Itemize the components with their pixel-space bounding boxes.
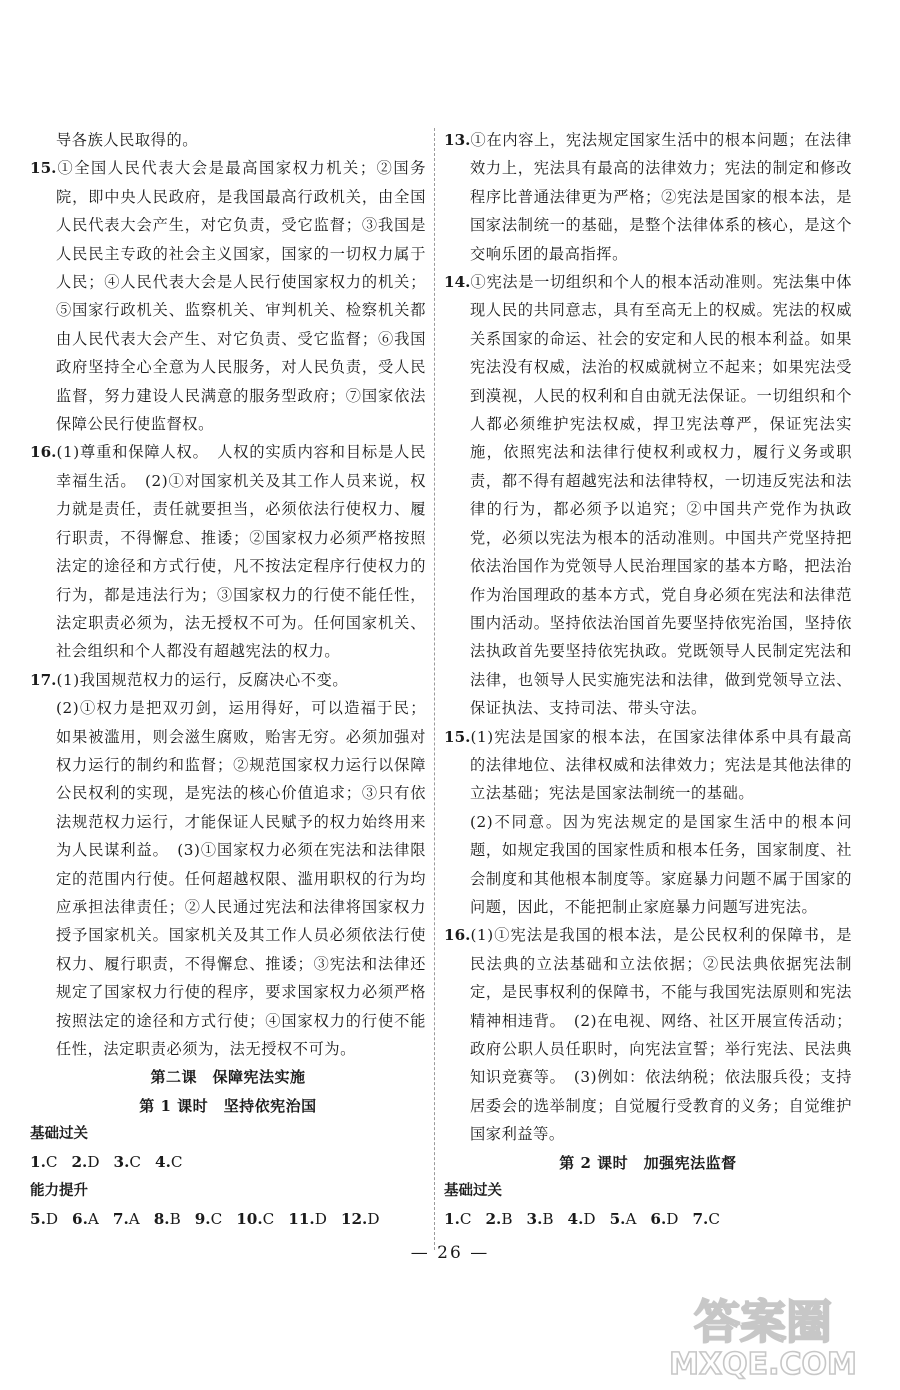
lesson-heading: 第 2 课时 加强宪法监督 — [559, 1153, 737, 1172]
item-number: 17. — [30, 670, 57, 689]
item-number: 13. — [444, 131, 471, 149]
choice-answer — [610, 1210, 637, 1228]
choice-letter: B — [169, 1209, 181, 1228]
item-number: 16. — [30, 443, 57, 462]
choice-answer — [30, 1153, 57, 1171]
item-number: 15. — [30, 159, 57, 178]
item-text: ①宪法是一切组织和个人的根本活动准则。宪法集中体现人民的共同意志，具有至高无上的权威。宪法的权威关系国家的命运、社会的安定和人民的根本利益。如果宪法没有权威，法治的权威就树立不起来；如果宪法受到漠视，人民的权利和自由就无法保证。一切组织和个人都必须维护宪法权威，捍卫宪法尊严，保证宪法实施，依照宪法和法律行使权利或权力，履行义务或职责，都不得有超越宪法和法律特权，一切违反宪法和法律的行为，都必须予以追究；②中国共产党作为执政党，必须以宪法为根本的活动准则。中国共产党坚持把依法治国作为党领导人民治理国家的基本方略，把法治作为治国理政的基本方式，党自身必须在宪法和法律范围内活动。坚持依法治国首先要坚持依宪治国，坚持依法执政首先要坚持依宪执政。党既领导人民制定宪法和法律，也领导人民实施宪法和法律，做到党领导立法、保证执法、支持司法、带头守法。 — [470, 273, 852, 718]
page-number: — 26 — — [410, 1243, 490, 1263]
choice-answers — [30, 1205, 426, 1233]
choice-number: 5. — [609, 1210, 626, 1229]
choice-letter: D — [583, 1210, 596, 1229]
answer-paragraph: 导各族人民取得的。 — [56, 131, 199, 149]
choice-number: 1. — [444, 1210, 460, 1229]
choice-answer — [30, 1210, 58, 1228]
answer-item — [30, 666, 426, 694]
choice-answer — [71, 1153, 99, 1171]
choice-letter: A — [128, 1209, 140, 1228]
choice-number: 2. — [485, 1210, 502, 1229]
choice-answer — [114, 1153, 141, 1171]
choice-answer — [341, 1210, 380, 1228]
choice-number: 7. — [112, 1209, 129, 1228]
column-divider — [434, 128, 435, 1250]
choice-letter: A — [625, 1210, 637, 1229]
choice-number: 3. — [113, 1153, 130, 1172]
choice-number: 4. — [567, 1210, 584, 1229]
choice-letter: C — [210, 1209, 223, 1228]
choice-letter: C — [129, 1153, 142, 1172]
item-text: (1)①宪法是我国的根本法，是公民权利的保障书，是民法典的立法基础和立法依据；②民法典依据宪法制定，是民事权利的保障书，不能与我国宪法原则和宪法精神相违背。 (2)在电视、网络、社区开展宣传活动；政府公职人员任职时，向宪法宣誓；举行宪法、民法典知识竞赛等。 (3)例如：依法纳税；依法服兵役；支持居委会的选举制度；自觉履行受教育的义务；自觉维护国家利益等。 — [470, 926, 852, 1144]
section-heading: 基础过关 — [444, 1182, 502, 1200]
item-text: (1)尊重和保障人权。 人权的实质内容和目标是人民幸福生活。 (2)①对国家机关及其工作人员来说，权力就是责任，责任就要担当，必须依法行使权力、履行职责，不得懈怠、推诿；②国家权力必须严格按照法定的途径和方式行使，凡不按法定程序行使权力的行为，都是违法行为；③国家权力的行使不能任性，法定职责必须为，法无授权不可为。任何国家机关、社会组织和个人都没有超越宪法的权力。 — [56, 443, 426, 661]
watermark-top-text: 答案圈 — [694, 1295, 832, 1349]
choice-answer — [288, 1210, 327, 1228]
section-heading: 能力提升 — [30, 1181, 88, 1199]
choice-number: 3. — [526, 1210, 543, 1229]
choice-letter: C — [262, 1209, 275, 1228]
choice-answer — [568, 1210, 596, 1228]
lesson-heading: 第 1 课时 坚持依宪治国 — [139, 1096, 317, 1115]
choice-answer — [527, 1210, 554, 1228]
answer-item — [30, 154, 426, 438]
choice-answer — [154, 1210, 181, 1228]
choice-number: 11. — [288, 1209, 315, 1228]
choice-letter: C — [459, 1210, 472, 1229]
choice-letter: B — [542, 1210, 554, 1229]
choice-number: 9. — [194, 1209, 211, 1228]
answer-item — [444, 921, 852, 1148]
watermark-bottom-text: MXQE.COM — [669, 1347, 857, 1382]
watermark-logo — [638, 1290, 888, 1382]
choice-letter: C — [708, 1210, 720, 1229]
choice-answer — [444, 1210, 471, 1228]
item-number: 16. — [444, 926, 471, 945]
choice-answer — [155, 1153, 182, 1171]
choice-letter: D — [666, 1210, 679, 1229]
choice-number: 6. — [72, 1209, 88, 1228]
choice-number: 6. — [650, 1210, 667, 1229]
choice-letter: C — [45, 1153, 58, 1172]
choice-answer — [650, 1210, 678, 1228]
choice-number: 2. — [71, 1153, 88, 1172]
answer-item — [444, 126, 852, 268]
answer-paragraph: (2)①权力是把双刃剑，运用得好，可以造福于民；如果被滥用，则会滋生腐败，贻害无穷。必须加强对权力运行的制约和监督；②规范国家权力运行以保障公民权利的实现，是宪法的核心价值追求；③只有依法规范权力运行，才能保证人民赋予的权力始终用来为人民谋利益。 (3)①国家权力必须在宪法和法律限定的范围内行使。任何超越权限、滥用职权的行为均应承担法律责任；②人民通过宪法和法律将国家权力授予国家机关。国家机关及其工作人员必须依法行使权力、履行职责，不得懈怠、推诿；③宪法和法律还规定了国家权力行使的程序，要求国家权力必须严格按照法定的途径和方式行使；④国家权力的行使不能任性，法定职责必须为，法无授权不可为。 — [56, 699, 426, 1058]
choice-letter: D — [314, 1209, 327, 1228]
item-text: (1)我国规范权力的运行，反腐决心不变。 — [56, 670, 349, 689]
choice-answers — [444, 1205, 852, 1233]
answer-paragraph: (2)不同意。因为宪法规定的是国家生活中的根本问题，如规定我国的国家性质和根本任务，国家制度、社会制度和其他根本制度等。家庭暴力问题不属于国家的问题，因此，不能把制止家庭暴力问题写进宪法。 — [470, 812, 852, 916]
choice-letter: D — [367, 1209, 380, 1228]
right-column — [444, 126, 852, 1233]
choice-number: 1. — [30, 1153, 46, 1172]
answer-item — [30, 438, 426, 665]
choice-number: 10. — [236, 1209, 263, 1228]
choice-letter: D — [45, 1209, 59, 1228]
item-number: 15. — [444, 727, 471, 746]
section-heading: 基础过关 — [30, 1125, 88, 1143]
choice-answer — [692, 1210, 719, 1228]
choice-number: 7. — [692, 1210, 709, 1229]
item-text: ①在内容上，宪法规定国家生活中的根本问题；在法律效力上，宪法具有最高的法律效力；宪法的制定和修改程序比普通法律更为严格；②宪法是国家的根本法，是国家法制统一的基础，是整个法律体系的核心，是这个交响乐团的最高指挥。 — [470, 131, 852, 263]
item-text: ①全国人民代表大会是最高国家权力机关；②国务院，即中央人民政府，是我国最高行政机关，由全国人民代表大会产生，对它负责，受它监督；③我国是人民民主专政的社会主义国家，国家的一切权力属于人民；④人民代表大会是人民行使国家权力的机关；⑤国家行政机关、监察机关、审判机关、检察机关都由人民代表大会产生、对它负责、受它监督；⑥我国政府坚持全心全意为人民服务，对人民负责，受人民监督，努力建设人民满意的服务型政府；⑦国家依法保障公民行使监督权。 — [56, 159, 426, 434]
choice-letter: D — [87, 1153, 100, 1172]
choice-letter: B — [501, 1210, 513, 1229]
choice-answer — [72, 1210, 99, 1228]
choice-answers — [30, 1148, 426, 1176]
answer-item — [444, 268, 852, 723]
choice-number: 12. — [340, 1209, 368, 1228]
choice-letter: A — [87, 1209, 99, 1228]
lesson-heading: 第二课 保障宪法实施 — [150, 1068, 306, 1087]
choice-answer — [485, 1210, 512, 1228]
choice-number: 8. — [153, 1209, 170, 1228]
choice-number: 4. — [155, 1153, 171, 1172]
choice-letter: C — [170, 1153, 183, 1172]
item-text: (1)宪法是国家的根本法，在国家法律体系中具有最高的法律地位、法律权威和法律效力；宪法是其他法律的立法基础；宪法是国家法制统一的基础。 — [470, 727, 852, 803]
choice-answer — [195, 1210, 222, 1228]
choice-answer — [236, 1210, 274, 1228]
choice-number: 5. — [30, 1209, 46, 1228]
item-number: 14. — [444, 273, 471, 292]
answer-item — [444, 723, 852, 808]
choice-answer — [113, 1210, 140, 1228]
left-column — [30, 126, 426, 1233]
